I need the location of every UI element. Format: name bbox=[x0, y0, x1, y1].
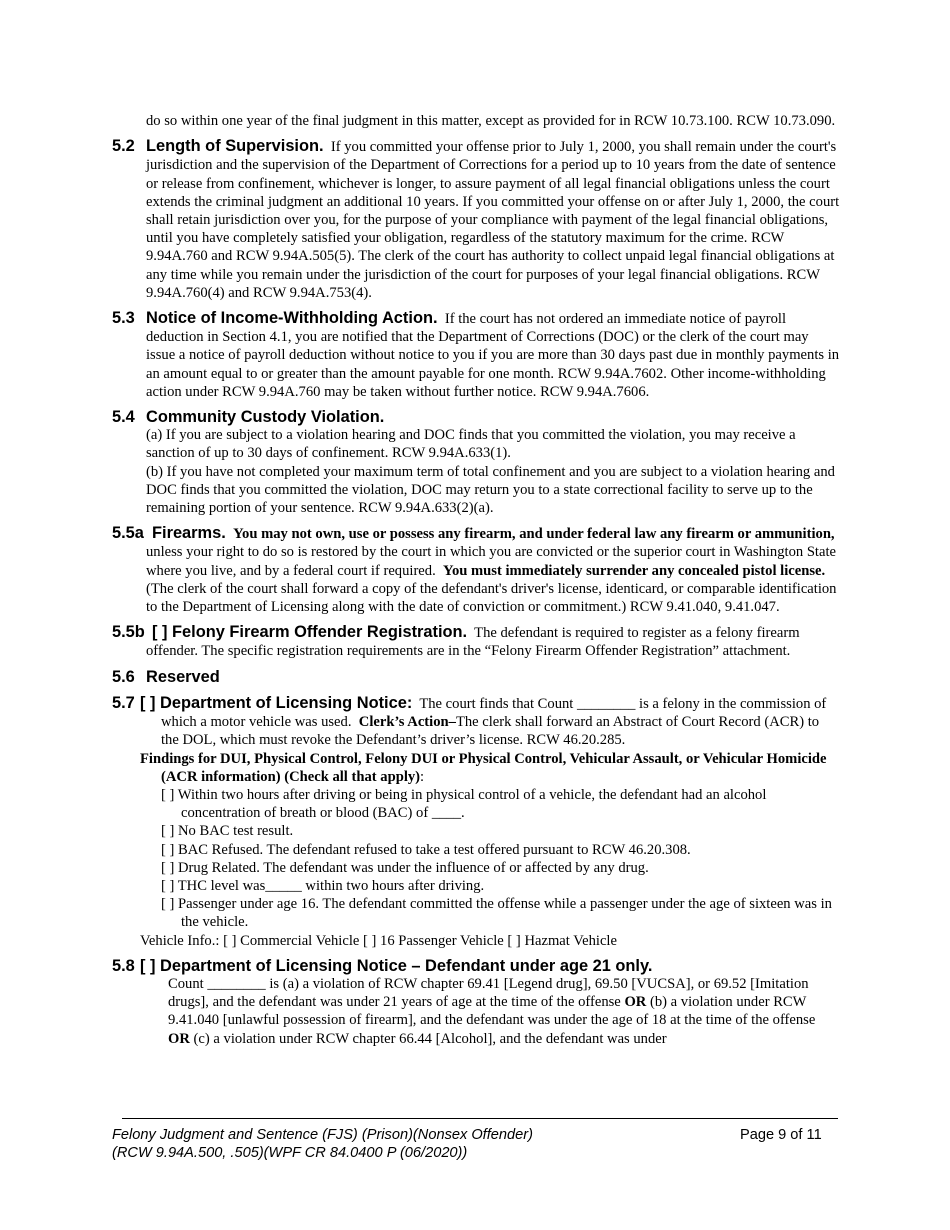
findings-colon: : bbox=[420, 768, 425, 785]
section-5-7 bbox=[112, 694, 840, 950]
document-body bbox=[112, 112, 840, 1048]
section-text: If you committed your offense prior to July 1, 2000, you shall remain under the court's jurisdiction and the supervision of the Department of Corrections for a period up to 10 years from the date of sentence or release from confinement, whichever is longer, to assure payment of all legal financial obligations unless the court extends the criminal judgment an additional 10 years. If you committed your offense on or after July 1, 2000, the court shall retain jurisdiction over you, for the purpose of your compliance with payment of the legal financial obligations, until you have completely satisfied your obligation, regardless of the statutory maximum for the crime. RCW 9.94A.760 and RCW 9.94A.505(5). The clerk of the court has authority to collect unpaid legal financial obligations at any time while you remain under the jurisdiction of the court for purposes of your legal financial obligations. RCW 9.94A.760(4) and RCW 9.94A.753(4). bbox=[146, 139, 840, 301]
footer-divider bbox=[122, 1118, 838, 1119]
section-text: If the court has not ordered an immediate notice of payroll deduction in Section 4.1, you are notified that the Department of Corrections (DOC) or the clerk of the court may issue a notice of payroll deduction without notice to you if you are more than 30 days past due in monthly payments in an amount equal to or greater than the amount payable for one month. RCW 9.94A.7602. Other income-withholding action under RCW 9.94A.760 may be taken without further notice. RCW 9.94A.7606. bbox=[146, 311, 840, 400]
section-5-5b bbox=[112, 623, 840, 660]
page-footer bbox=[112, 1126, 828, 1163]
clerk-action-text: The clerk shall forward an Abstract of Court Record (ACR) to the DOL, which must revoke the Defendant’s driver’s license. RCW 46.20.285. bbox=[161, 714, 820, 749]
section-number: 5.5a bbox=[112, 524, 144, 543]
section-number: 5.3 bbox=[112, 309, 135, 328]
checkbox-bac[interactable]: [ ] Within two hours after driving or being in physical control of a vehicle, the defendant had an alcohol concentration of breath or blood (BAC) of ____. bbox=[161, 786, 767, 822]
section-number: 5.4 bbox=[112, 408, 135, 427]
section-number: 5.7 bbox=[112, 693, 135, 712]
section-5-5a bbox=[112, 524, 840, 616]
section-heading: Community Custody Violation. bbox=[146, 408, 385, 427]
section-text: The defendant is required to register as a felony firearm offender. The specific registration requirements are in the “Felony Firearm Offender Registration” attachment. bbox=[146, 625, 800, 660]
checkbox-thc-level[interactable]: [ ] THC level was_____ within two hours after driving. bbox=[161, 877, 485, 894]
section-heading: Reserved bbox=[146, 667, 220, 686]
section-5-2 bbox=[112, 137, 840, 302]
section-5-3 bbox=[112, 309, 840, 401]
clerk-action-label: Clerk’s Action– bbox=[358, 714, 456, 731]
section-number: 5.5b bbox=[112, 623, 145, 642]
footer-title: Felony Judgment and Sentence (FJS) (Prison)(Nonsex Offender) bbox=[112, 1127, 533, 1143]
or-label: OR bbox=[624, 994, 647, 1011]
section-text: The court finds that Count ________ is a felony in the commission of which a motor vehicle was used. bbox=[161, 695, 827, 731]
section-5-8 bbox=[112, 957, 840, 1048]
vehicle-info: Vehicle Info.: [ ] Commercial Vehicle [ ] 16 Passenger Vehicle [ ] Hazmat Vehicle bbox=[140, 932, 617, 949]
section-heading: Firearms. bbox=[152, 524, 226, 543]
section-text: Count ________ is (a) a violation of RCW chapter 69.41 [Legend drug], 69.50 [VUCSA], or 69.52 [Imitation drugs], and the defendant was under 21 years of age at the time of the offense bbox=[168, 975, 809, 1011]
section-5-6 bbox=[112, 668, 840, 687]
checkbox-drug-related[interactable]: [ ] Drug Related. The defendant was under the influence of or affected by any drug. bbox=[161, 859, 649, 876]
paragraph-a: (a) If you are subject to a violation hearing and DOC finds that you committed the violation, you may receive a sanction of up to 30 days of confinement. RCW 9.94A.633(1). bbox=[146, 427, 796, 462]
section-number: 5.6 bbox=[112, 667, 135, 686]
section-text-2: (b) a violation under RCW 9.41.040 [unlawful possession of firearm], and the defendant was under the age of 18 at the time of the offense bbox=[168, 994, 816, 1029]
section-number: 5.2 bbox=[112, 137, 135, 156]
paragraph-b: (b) If you have not completed your maximum term of total confinement and you are subject to a violation hearing and DOC finds that you committed the violation, DOC may return you to a state correctional facility to serve up to the remaining portion of your sentence. RCW 9.94A.633(2)(a). bbox=[146, 463, 835, 517]
checkbox-bac-refused[interactable]: [ ] BAC Refused. The defendant refused to take a test offered pursuant to RCW 46.20.308. bbox=[161, 841, 691, 858]
section-5-4 bbox=[112, 408, 840, 517]
section-text-2: (The clerk of the court shall forward a copy of the defendant's driver's license, identicard, or comparable identification to the Department of Licensing along with the date of conviction or commitment.) RCW 9.41.040, 9.41.047. bbox=[146, 580, 837, 616]
section-heading: [ ] Felony Firearm Offender Registration. bbox=[152, 623, 468, 642]
findings-heading: Findings for DUI, Physical Control, Felony DUI or Physical Control, Vehicular Assault, or Vehicular Homicide (ACR information) (Check all that apply) bbox=[140, 750, 827, 785]
page-number: Page 9 of 11 bbox=[740, 1127, 822, 1143]
section-heading: Length of Supervision. bbox=[146, 137, 324, 156]
section-heading: [ ] Department of Licensing Notice – Defendant under age 21 only. bbox=[140, 956, 653, 975]
section-number: 5.8 bbox=[112, 956, 135, 975]
checkbox-passenger[interactable]: [ ] Passenger under age 16. The defendant committed the offense while a passenger under the age of sixteen was in the vehicle. bbox=[161, 896, 832, 931]
section-text-3: (c) a violation under RCW chapter 66.44 [Alcohol], and the defendant was under bbox=[193, 1030, 667, 1047]
section-text: unless your right to do so is restored by the court in which you are convicted or the superior court in Washington State where you live, and by a federal court if required. bbox=[146, 544, 836, 579]
section-heading: Notice of Income-Withholding Action. bbox=[146, 309, 438, 328]
firearm-warning: You may not own, use or possess any firearm, and under federal law any firearm or ammunition, bbox=[233, 526, 835, 543]
or-label: OR bbox=[168, 1030, 190, 1047]
footer-citation: (RCW 9.94A.500, .505)(WPF CR 84.0400 P (06/2020)) bbox=[112, 1145, 468, 1162]
section-heading: [ ] Department of Licensing Notice: bbox=[140, 693, 413, 712]
pistol-license-warning: You must immediately surrender any concealed pistol license. bbox=[443, 562, 826, 579]
checkbox-no-bac[interactable]: [ ] No BAC test result. bbox=[161, 823, 294, 840]
intro-paragraph: do so within one year of the final judgment in this matter, except as provided for in RCW 10.73.100. RCW 10.73.090. bbox=[146, 113, 836, 129]
